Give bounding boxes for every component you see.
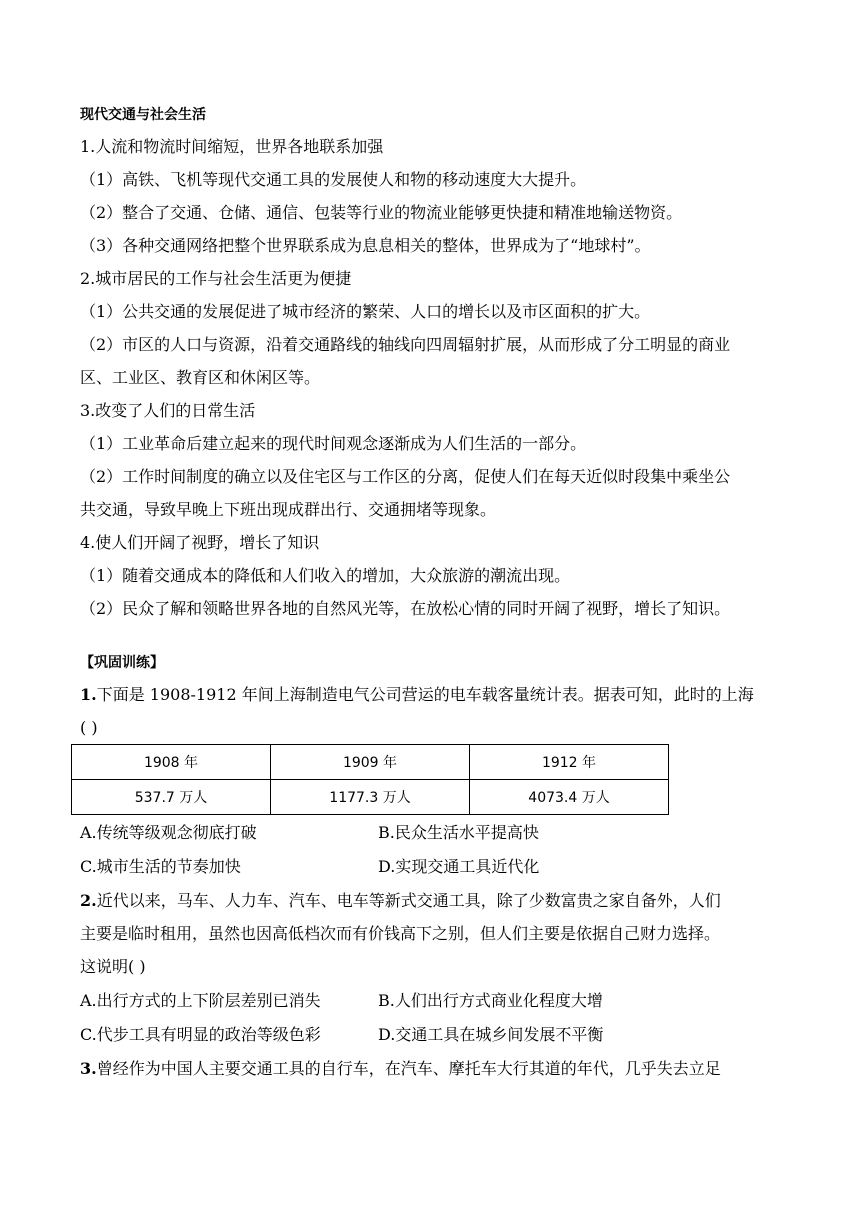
section-line-12: 共交通，导致早晚上下班出现成群出行、交通拥堵等现象。	[80, 500, 497, 519]
table-header-cell: 1912 年	[470, 745, 669, 780]
question-1-option-d[interactable]: D.实现交通工具近代化	[378, 857, 540, 876]
section-line-4: （3）各种交通网络把整个世界联系成为息息相关的整体，世界成为了“地球村”。	[80, 236, 651, 255]
section-line-15: （2）民众了解和领略世界各地的自然风光等，在放松心情的同时开阔了视野，增长了知识。	[80, 599, 731, 618]
table-cell: 1177.3 万人	[271, 780, 470, 815]
question-3-number: 3.	[80, 1059, 97, 1078]
section-title: 现代交通与社会生活	[80, 107, 206, 123]
table-header-row	[72, 745, 669, 780]
question-2-line-2: 主要是临时租用，虽然也因高低档次而有价钱高下之别，但人们主要是依据自己财力选择。	[80, 924, 721, 943]
section-line-7: （2）市区的人口与资源，沿着交通路线的轴线向四周辐射扩展，从而形成了分工明显的商业	[80, 335, 731, 354]
section-line-6: （1）公共交通的发展促进了城市经济的繁荣、人口的增长以及市区面积的扩大。	[80, 302, 651, 321]
table-cell: 4073.4 万人	[470, 780, 669, 815]
question-1-option-b[interactable]: B.民众生活水平提高快	[378, 823, 539, 842]
question-1-line-1	[80, 684, 780, 706]
section-line-8: 区、工业区、教育区和休闲区等。	[80, 368, 321, 387]
section-line-9: 3.改变了人们的日常生活	[80, 401, 256, 420]
section-line-14: （1）随着交通成本的降低和人们收入的增加，大众旅游的潮流出现。	[80, 566, 571, 585]
question-2-number: 2.	[80, 891, 97, 910]
question-2-option-c[interactable]: C.代步工具有明显的政治等级色彩	[80, 1025, 321, 1044]
section-line-13: 4.使人们开阔了视野，增长了知识	[80, 533, 320, 552]
section-line-1: 1.人流和物流时间缩短，世界各地联系加强	[80, 137, 384, 156]
question-2-text: 近代以来，马车、人力车、汽车、电车等新式交通工具，除了少数富贵之家自备外，人们	[96, 891, 721, 910]
question-1-option-a[interactable]: A.传统等级观念彻底打破	[80, 823, 257, 842]
question-2-option-d[interactable]: D.交通工具在城乡间发展不平衡	[378, 1025, 604, 1044]
table-header-cell: 1909 年	[271, 745, 470, 780]
section-line-5: 2.城市居民的工作与社会生活更为便捷	[80, 269, 352, 288]
question-1-option-c[interactable]: C.城市生活的节奏加快	[80, 857, 241, 876]
table-cell: 537.7 万人	[72, 780, 271, 815]
practice-title: 【巩固训练】	[80, 655, 164, 671]
tram-passenger-table	[71, 744, 669, 815]
question-2-line-3: 这说明( )	[80, 957, 146, 976]
question-2-option-b[interactable]: B.人们出行方式商业化程度大增	[378, 991, 603, 1010]
question-2-line-1	[80, 890, 780, 912]
table-header-cell: 1908 年	[72, 745, 271, 780]
question-1-line-2: ( )	[80, 718, 98, 737]
question-1-text: 下面是 1908-1912 年间上海制造电气公司营运的电车载客量统计表。据表可知，此时的上海	[96, 685, 754, 704]
question-3-text: 曾经作为中国人主要交通工具的自行车，在汽车、摩托车大行其道的年代，几乎失去立足	[96, 1059, 721, 1078]
section-line-11: （2）工作时间制度的确立以及住宅区与工作区的分离，促使人们在每天近似时段集中乘坐公	[80, 467, 731, 486]
question-1-number: 1.	[80, 685, 97, 704]
section-line-2: （1）高铁、飞机等现代交通工具的发展使人和物的移动速度大大提升。	[80, 170, 587, 189]
section-line-3: （2）整合了交通、仓储、通信、包装等行业的物流业能够更快捷和精准地输送物资。	[80, 203, 683, 222]
table-row	[72, 780, 669, 815]
section-line-10: （1）工业革命后建立起来的现代时间观念逐渐成为人们生活的一部分。	[80, 434, 587, 453]
question-2-option-a[interactable]: A.出行方式的上下阶层差别已消失	[80, 991, 321, 1010]
question-3-line-1	[80, 1058, 780, 1080]
